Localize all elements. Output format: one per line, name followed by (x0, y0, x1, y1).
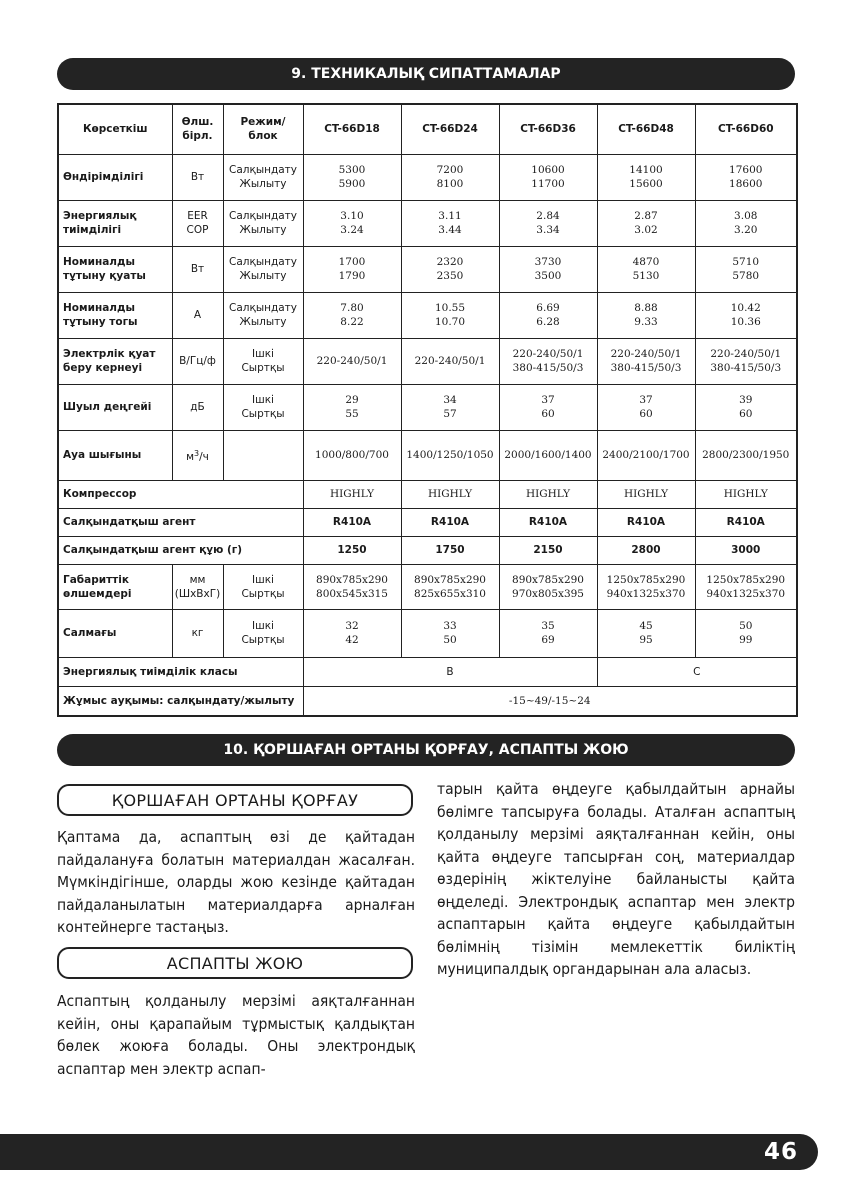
value-cell: 2400/2100/1700 (597, 430, 695, 480)
section-10-title-bar (57, 734, 795, 766)
unit-cell: кг (172, 609, 223, 657)
value-cell: HIGHLY (695, 480, 797, 508)
row-label: Номиналды тұтыну тогы (58, 292, 172, 338)
value-cell: 890x785x290 970x805x395 (499, 564, 597, 609)
specifications-table (57, 103, 798, 717)
row-label: Компрессор (58, 480, 303, 508)
value-cell: 220-240/50/1 (401, 338, 499, 384)
value-cell: 2800/2300/1950 (695, 430, 797, 480)
value-cell: 34 57 (401, 384, 499, 430)
value-cell: 37 60 (597, 384, 695, 430)
value-cell: 39 60 (695, 384, 797, 430)
mode-cell: Ішкі Сыртқы (223, 609, 303, 657)
value-cell: 220-240/50/1 380-415/50/3 (597, 338, 695, 384)
section-10-title: 10. ҚОРШАҒАН ОРТАНЫ ҚОРҒАУ, АСПАПТЫ ЖОЮ (223, 742, 629, 758)
header-cell: CT-66D60 (695, 104, 797, 154)
table-row (58, 384, 797, 430)
value-cell: 17600 18600 (695, 154, 797, 200)
value-cell: R410A (695, 508, 797, 536)
table-row (58, 686, 797, 716)
value-cell: -15~49/-15~24 (303, 686, 797, 716)
value-cell: HIGHLY (597, 480, 695, 508)
value-cell: 2.84 3.34 (499, 200, 597, 246)
value-cell: 220-240/50/1 (303, 338, 401, 384)
section-9-title-bar (57, 58, 795, 90)
table-row (58, 609, 797, 657)
table-row (58, 246, 797, 292)
value-cell: 37 60 (499, 384, 597, 430)
mode-cell: Салқындату Жылыту (223, 200, 303, 246)
value-cell: 8.88 9.33 (597, 292, 695, 338)
header-cell: CT-66D48 (597, 104, 695, 154)
value-cell: 1250 (303, 536, 401, 564)
section-9-title: 9. ТЕХНИКАЛЫҚ СИПАТТАМАЛАР (291, 66, 561, 82)
value-cell: 890x785x290 800x545x315 (303, 564, 401, 609)
value-cell: 32 42 (303, 609, 401, 657)
unit-cell: $м^3/ч$ (172, 430, 223, 480)
value-cell: 1700 1790 (303, 246, 401, 292)
table-row (58, 536, 797, 564)
value-cell: 3000 (695, 536, 797, 564)
value-cell: 1250x785x290 940x1325x370 (695, 564, 797, 609)
value-cell: 3.10 3.24 (303, 200, 401, 246)
value-cell: R410A (401, 508, 499, 536)
table-row (58, 292, 797, 338)
unit-cell: Вт (172, 154, 223, 200)
unit-cell: В/Гц/ф (172, 338, 223, 384)
value-cell: 5300 5900 (303, 154, 401, 200)
table-row (58, 564, 797, 609)
header-cell: Режим/ блок (223, 104, 303, 154)
value-cell: 10.55 10.70 (401, 292, 499, 338)
row-label: Салмағы (58, 609, 172, 657)
header-cell: Көрсеткіш (58, 104, 172, 154)
value-cell: 3.11 3.44 (401, 200, 499, 246)
mode-cell: Ішкі Сыртқы (223, 564, 303, 609)
value-cell: 2320 2350 (401, 246, 499, 292)
header-cell: CT-66D24 (401, 104, 499, 154)
mode-cell: Ішкі Сыртқы (223, 384, 303, 430)
value-cell: 1000/800/700 (303, 430, 401, 480)
value-cell: 3730 3500 (499, 246, 597, 292)
row-label: Салқындатқыш агент (58, 508, 303, 536)
row-label: Жұмыс ауқымы: салқындату/жылыту (58, 686, 303, 716)
value-cell: 10600 11700 (499, 154, 597, 200)
disposal-text: Аспаптың қолданылу мерзімі аяқталғаннан кейін, оны қарапайым тұрмыстық қалдықтан бөлек жоюға болады. Оны электрондық аспаптар мен электр аспап- (57, 992, 415, 1078)
value-cell: HIGHLY (499, 480, 597, 508)
unit-cell: EER COP (172, 200, 223, 246)
value-cell: 890x785x290 825x655x310 (401, 564, 499, 609)
disposal-heading: АСПАПТЫ ЖОЮ (57, 947, 413, 979)
page-number: 46 (763, 1139, 798, 1165)
table-row (58, 200, 797, 246)
unit-cell: мм (ШхВхГ) (172, 564, 223, 609)
value-cell: 1250x785x290 940x1325x370 (597, 564, 695, 609)
value-cell: R410A (597, 508, 695, 536)
value-cell: R410A (303, 508, 401, 536)
row-label: Номиналды тұтыну қуаты (58, 246, 172, 292)
unit-cell: дБ (172, 384, 223, 430)
value-cell: 45 95 (597, 609, 695, 657)
table-row (58, 338, 797, 384)
mode-cell (223, 430, 303, 480)
value-cell: HIGHLY (303, 480, 401, 508)
value-cell: 2.87 3.02 (597, 200, 695, 246)
unit-cell: Вт (172, 246, 223, 292)
mode-cell: Салқындату Жылыту (223, 154, 303, 200)
value-cell: B (303, 657, 597, 686)
unit-cell: А (172, 292, 223, 338)
row-label: Энергиялық тиімділігі (58, 200, 172, 246)
mode-cell: Салқындату Жылыту (223, 292, 303, 338)
header-cell: CT-66D18 (303, 104, 401, 154)
value-cell: 2000/1600/1400 (499, 430, 597, 480)
value-cell: 10.42 10.36 (695, 292, 797, 338)
row-label: Өндірімділігі (58, 154, 172, 200)
table-row (58, 508, 797, 536)
value-cell: 50 99 (695, 609, 797, 657)
table-row (58, 430, 797, 480)
footer-bar (0, 1134, 818, 1170)
header-cell: CT-66D36 (499, 104, 597, 154)
value-cell: 1400/1250/1050 (401, 430, 499, 480)
value-cell: 5710 5780 (695, 246, 797, 292)
table-row (58, 154, 797, 200)
mode-cell: Салқындату Жылыту (223, 246, 303, 292)
table-header-row (58, 104, 797, 154)
value-cell: 7200 8100 (401, 154, 499, 200)
value-cell: 2150 (499, 536, 597, 564)
value-cell: 29 55 (303, 384, 401, 430)
value-cell: 6.69 6.28 (499, 292, 597, 338)
value-cell: 14100 15600 (597, 154, 695, 200)
table-row (58, 657, 797, 686)
value-cell: 2800 (597, 536, 695, 564)
row-label: Ауа шығыны (58, 430, 172, 480)
value-cell: 4870 5130 (597, 246, 695, 292)
value-cell: 3.08 3.20 (695, 200, 797, 246)
env-protection-text: Қаптама да, аспаптың өзі де қайтадан пайдалануға болатын материалдан жасалған. Мүмкіндігінше, оларды жою кезінде қайтадан пайдаланылатын материалдарға арналған контейнерге тастаңыз. (57, 828, 415, 936)
value-cell: HIGHLY (401, 480, 499, 508)
value-cell: 220-240/50/1 380-415/50/3 (695, 338, 797, 384)
row-label: Салқындатқыш агент құю (г) (58, 536, 303, 564)
disposal-text-continued: тарын қайта өңдеуге қабылдайтын арнайы бөлімге тапсыруға болады. Аталған аспаптың қолданылу мерзімі аяқталғаннан кейін, оны қайта өңдеуге тапсырған соң, материалдар өздерінің жіктелуіне байланысты қайта өңделеді. Электрондық аспаптар мен электр аспаптарын қайта өңдеуге қабылдайтын бөлімнің тізімін мемлекеттік биліктің муниципалдық органдарынан ала аласыз. (437, 780, 795, 978)
value-cell: 7.80 8.22 (303, 292, 401, 338)
row-label: Габариттік өлшемдері (58, 564, 172, 609)
value-cell: 33 50 (401, 609, 499, 657)
header-cell: Өлш. бірл. (172, 104, 223, 154)
row-label: Электрлік қуат беру кернеуі (58, 338, 172, 384)
row-label: Энергиялық тиімділік класы (58, 657, 303, 686)
env-protection-heading: ҚОРШАҒАН ОРТАНЫ ҚОРҒАУ (57, 784, 413, 816)
value-cell: 220-240/50/1 380-415/50/3 (499, 338, 597, 384)
value-cell: C (597, 657, 797, 686)
mode-cell: Ішкі Сыртқы (223, 338, 303, 384)
value-cell: 1750 (401, 536, 499, 564)
table-row (58, 480, 797, 508)
row-label: Шуыл деңгейі (58, 384, 172, 430)
value-cell: R410A (499, 508, 597, 536)
value-cell: 35 69 (499, 609, 597, 657)
